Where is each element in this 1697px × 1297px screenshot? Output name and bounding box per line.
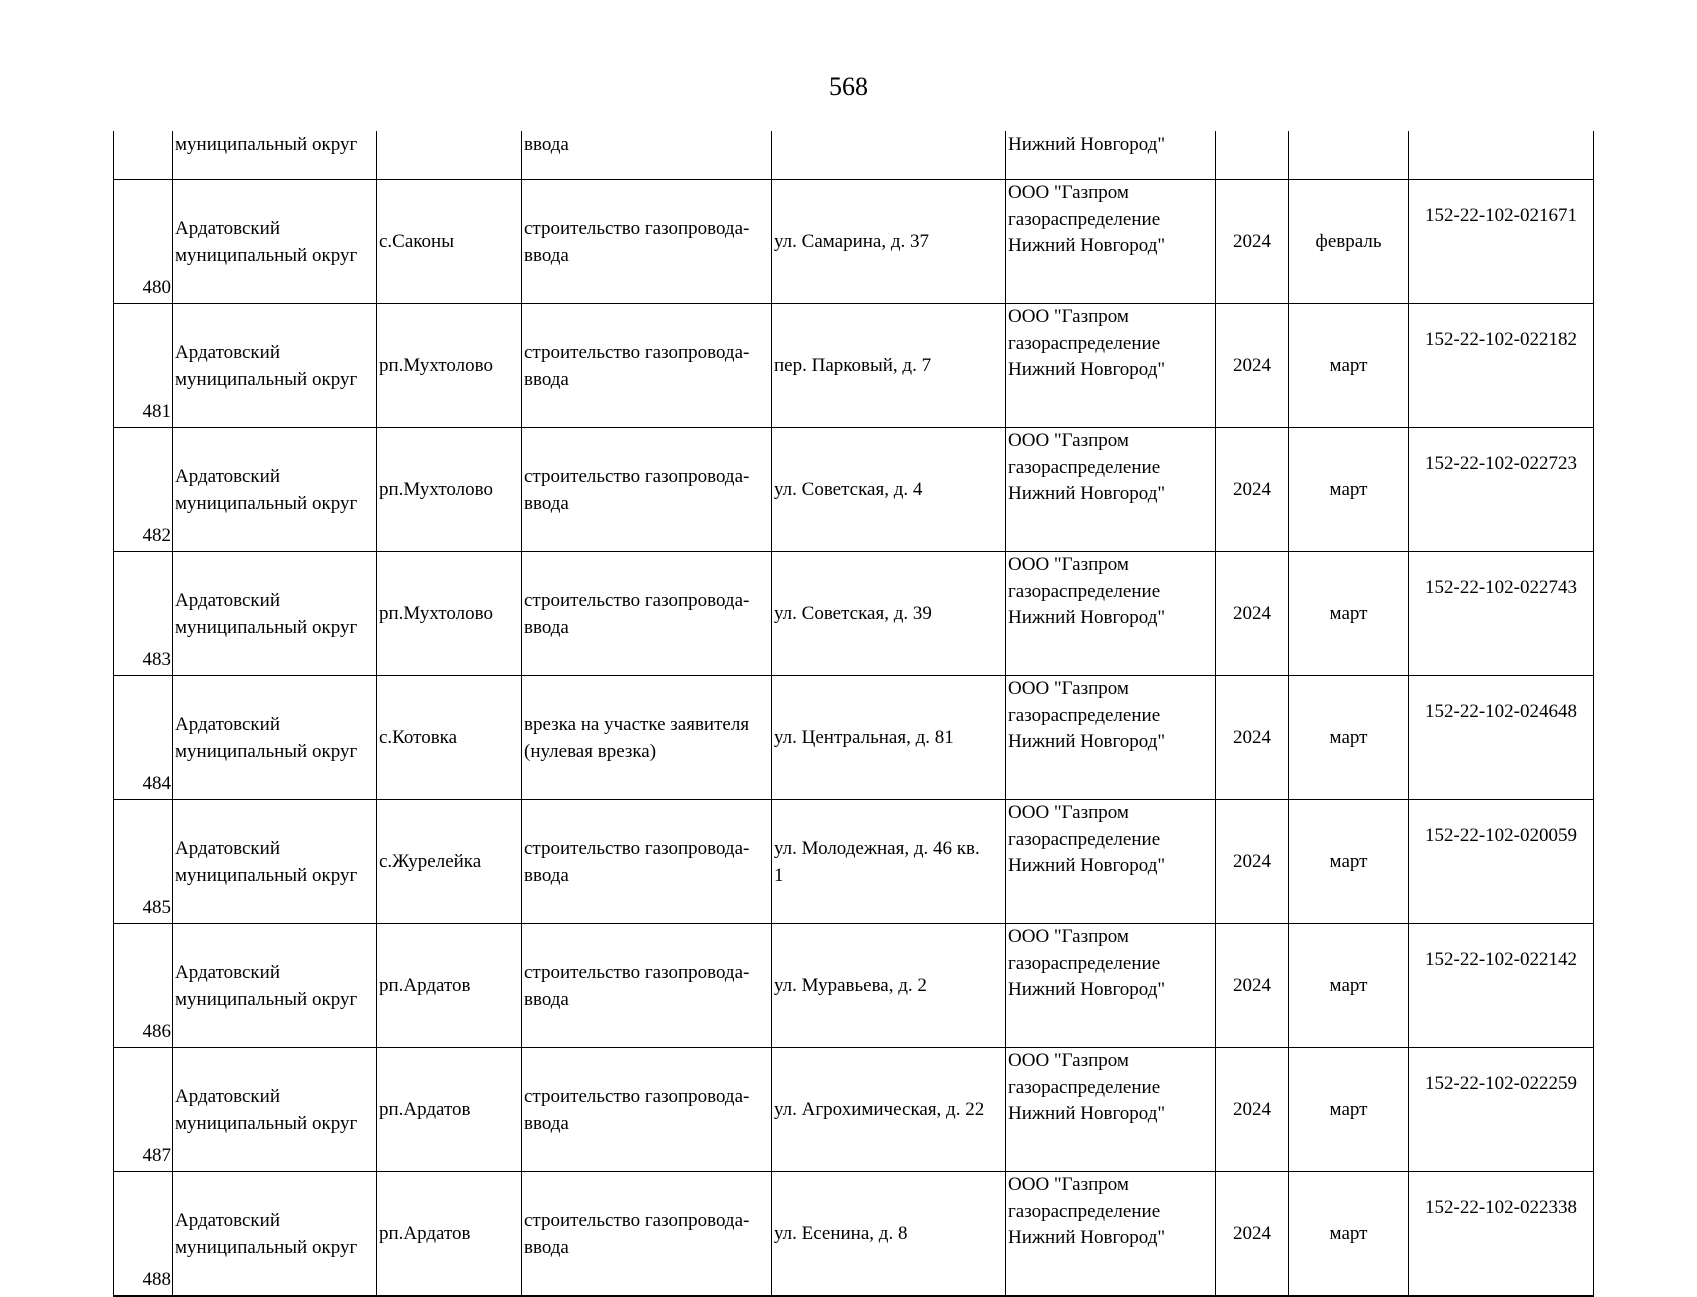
- table-row: [114, 428, 1594, 552]
- table-row: [114, 180, 1594, 304]
- cell-address: ул. Советская, д. 4: [772, 428, 1006, 552]
- row-number: 483: [142, 649, 171, 670]
- gasification-table: [113, 131, 1594, 1297]
- cell-address: ул. Агрохимическая, д. 22: [772, 1048, 1006, 1172]
- cell-num: [114, 428, 173, 552]
- cell-district: Ардатовский муниципальный округ: [173, 552, 377, 676]
- cell-num: [114, 552, 173, 676]
- cell-address: ул. Молодежная, д. 46 кв. 1: [772, 800, 1006, 924]
- cell-month: [1289, 131, 1409, 180]
- table-row: [114, 676, 1594, 800]
- row-number: 480: [142, 277, 171, 298]
- cell-month: март: [1289, 676, 1409, 800]
- cell-month: март: [1289, 1048, 1409, 1172]
- cell-work: ввода: [522, 131, 772, 180]
- table-row: [114, 924, 1594, 1048]
- cell-address: ул. Есенина, д. 8: [772, 1172, 1006, 1297]
- cell-year: 2024: [1216, 428, 1289, 552]
- cell-address: ул. Самарина, д. 37: [772, 180, 1006, 304]
- cell-organization: Нижний Новгород": [1006, 131, 1216, 180]
- cell-num: [114, 304, 173, 428]
- cell-year: 2024: [1216, 1048, 1289, 1172]
- cell-work: врезка на участке заявителя (нулевая врезка): [522, 676, 772, 800]
- cell-address: ул. Муравьева, д. 2: [772, 924, 1006, 1048]
- row-number: 487: [142, 1145, 171, 1166]
- cell-code: [1409, 131, 1594, 180]
- cell-settlement: рп.Ардатов: [377, 1048, 522, 1172]
- cell-code: 152-22-102-020059: [1409, 800, 1594, 924]
- cell-month: март: [1289, 428, 1409, 552]
- cell-district: Ардатовский муниципальный округ: [173, 676, 377, 800]
- cell-work: строительство газопровода- ввода: [522, 924, 772, 1048]
- cell-work: строительство газопровода- ввода: [522, 552, 772, 676]
- cell-district: Ардатовский муниципальный округ: [173, 180, 377, 304]
- cell-organization: ООО "Газпром газораспределение Нижний Новгород": [1006, 924, 1216, 1048]
- cell-organization: ООО "Газпром газораспределение Нижний Новгород": [1006, 800, 1216, 924]
- cell-district: Ардатовский муниципальный округ: [173, 1172, 377, 1297]
- row-number: 486: [142, 1021, 171, 1042]
- cell-settlement: рп.Мухтолово: [377, 552, 522, 676]
- cell-year: 2024: [1216, 1172, 1289, 1297]
- cell-month: март: [1289, 552, 1409, 676]
- row-number: 488: [142, 1269, 171, 1290]
- cell-organization: ООО "Газпром газораспределение Нижний Новгород": [1006, 676, 1216, 800]
- cell-district: Ардатовский муниципальный округ: [173, 800, 377, 924]
- cell-work: строительство газопровода- ввода: [522, 1048, 772, 1172]
- cell-organization: ООО "Газпром газораспределение Нижний Новгород": [1006, 304, 1216, 428]
- cell-work: строительство газопровода- ввода: [522, 800, 772, 924]
- cell-settlement: рп.Мухтолово: [377, 304, 522, 428]
- table-row: [114, 552, 1594, 676]
- cell-code: 152-22-102-022259: [1409, 1048, 1594, 1172]
- cell-code: 152-22-102-022723: [1409, 428, 1594, 552]
- cell-settlement: рп.Ардатов: [377, 1172, 522, 1297]
- cell-settlement: [377, 131, 522, 180]
- cell-code: 152-22-102-022182: [1409, 304, 1594, 428]
- cell-month: март: [1289, 924, 1409, 1048]
- cell-district: Ардатовский муниципальный округ: [173, 1048, 377, 1172]
- cell-organization: ООО "Газпром газораспределение Нижний Новгород": [1006, 428, 1216, 552]
- cell-address: ул. Советская, д. 39: [772, 552, 1006, 676]
- page-number: 568: [829, 72, 868, 101]
- cell-organization: ООО "Газпром газораспределение Нижний Новгород": [1006, 180, 1216, 304]
- cell-address: пер. Парковый, д. 7: [772, 304, 1006, 428]
- cell-num: [114, 924, 173, 1048]
- cell-district: муниципальный округ: [173, 131, 377, 180]
- cell-num: [114, 1172, 173, 1297]
- cell-year: 2024: [1216, 924, 1289, 1048]
- cell-organization: ООО "Газпром газораспределение Нижний Новгород": [1006, 1172, 1216, 1297]
- cell-work: строительство газопровода- ввода: [522, 180, 772, 304]
- cell-year: 2024: [1216, 676, 1289, 800]
- cell-organization: ООО "Газпром газораспределение Нижний Новгород": [1006, 552, 1216, 676]
- cell-year: 2024: [1216, 800, 1289, 924]
- cell-code: 152-22-102-024648: [1409, 676, 1594, 800]
- row-number: 485: [142, 897, 171, 918]
- cell-work: строительство газопровода- ввода: [522, 304, 772, 428]
- cell-settlement: рп.Мухтолово: [377, 428, 522, 552]
- row-number: 482: [142, 525, 171, 546]
- cell-num: [114, 131, 173, 180]
- cell-address: [772, 131, 1006, 180]
- cell-settlement: с.Журелейка: [377, 800, 522, 924]
- cell-num: [114, 800, 173, 924]
- continuation-row: [114, 131, 1594, 180]
- cell-num: [114, 1048, 173, 1172]
- cell-organization: ООО "Газпром газораспределение Нижний Новгород": [1006, 1048, 1216, 1172]
- cell-work: строительство газопровода- ввода: [522, 428, 772, 552]
- cell-year: [1216, 131, 1289, 180]
- cell-year: 2024: [1216, 304, 1289, 428]
- cell-settlement: рп.Ардатов: [377, 924, 522, 1048]
- cell-district: Ардатовский муниципальный округ: [173, 428, 377, 552]
- cell-year: 2024: [1216, 180, 1289, 304]
- cell-num: [114, 676, 173, 800]
- cell-address: ул. Центральная, д. 81: [772, 676, 1006, 800]
- cell-code: 152-22-102-021671: [1409, 180, 1594, 304]
- cell-month: февраль: [1289, 180, 1409, 304]
- cell-month: март: [1289, 1172, 1409, 1297]
- cell-settlement: с.Саконы: [377, 180, 522, 304]
- cell-code: 152-22-102-022142: [1409, 924, 1594, 1048]
- cell-code: 152-22-102-022338: [1409, 1172, 1594, 1297]
- cell-year: 2024: [1216, 552, 1289, 676]
- cell-month: март: [1289, 304, 1409, 428]
- cell-work: строительство газопровода- ввода: [522, 1172, 772, 1297]
- cell-settlement: с.Котовка: [377, 676, 522, 800]
- table-row: [114, 1048, 1594, 1172]
- table-row: [114, 800, 1594, 924]
- cell-num: [114, 180, 173, 304]
- row-number: 481: [142, 401, 171, 422]
- table-row: [114, 304, 1594, 428]
- table-row: [114, 1172, 1594, 1297]
- cell-district: Ардатовский муниципальный округ: [173, 304, 377, 428]
- cell-district: Ардатовский муниципальный округ: [173, 924, 377, 1048]
- cell-month: март: [1289, 800, 1409, 924]
- cell-code: 152-22-102-022743: [1409, 552, 1594, 676]
- row-number: 484: [142, 773, 171, 794]
